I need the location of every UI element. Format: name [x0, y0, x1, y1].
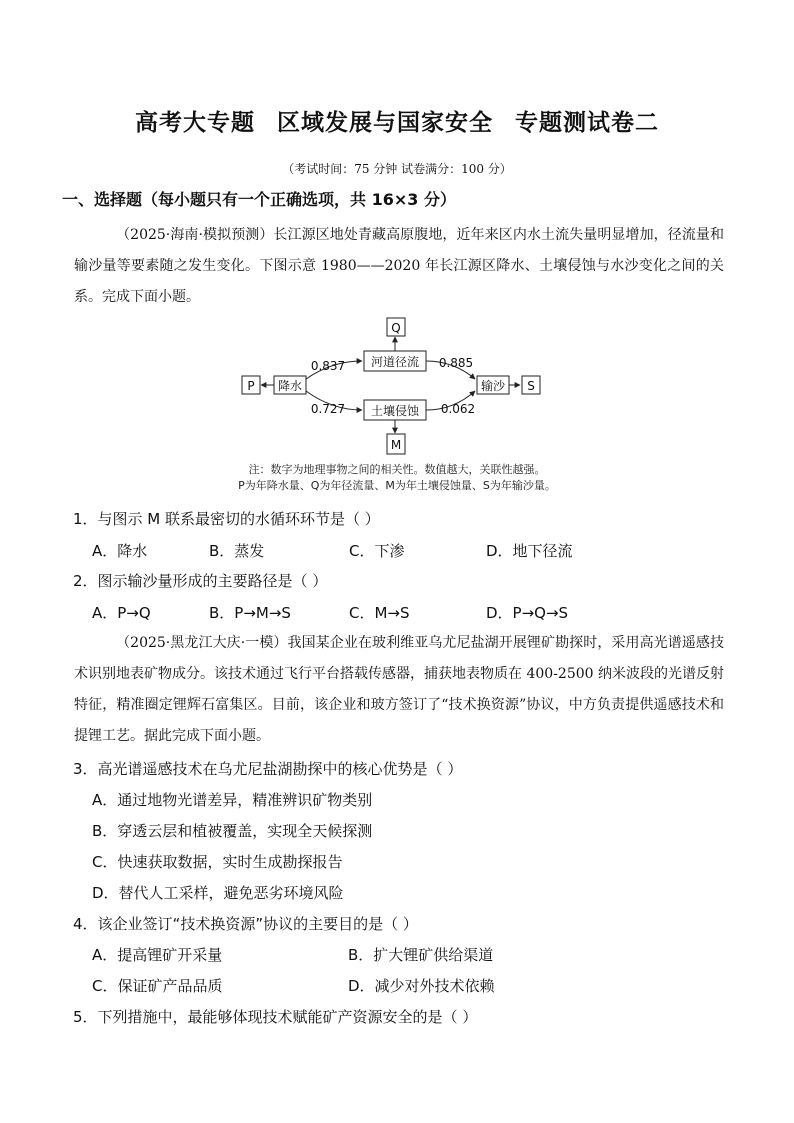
q4-option-b[interactable]: B．扩大锂矿供给渠道 — [348, 946, 494, 964]
node-sediment: 输沙 — [480, 379, 506, 393]
node-rain: 降水 — [277, 379, 303, 393]
q1-option-d[interactable]: D．地下径流 — [486, 542, 573, 560]
q2-option-b[interactable]: B．P→M→S — [209, 604, 291, 622]
question-5: 5．下列措施中，最能够体现技术赋能矿产资源安全的是（ ） — [73, 1008, 478, 1026]
q2-option-c[interactable]: C．M→S — [349, 604, 410, 622]
node-erosion: 土壤侵蚀 — [370, 404, 420, 418]
title-part2: 区域发展与国家安全 — [277, 110, 493, 136]
q1-option-b[interactable]: B．蒸发 — [209, 542, 265, 560]
q2-option-d[interactable]: D．P→Q→S — [486, 604, 569, 622]
node-runoff: 河道径流 — [370, 355, 420, 369]
node-s: S — [527, 379, 535, 393]
q3-option-a[interactable]: A．通过地物光谱差异，精准辨识矿物类别 — [92, 791, 373, 809]
q4-option-a[interactable]: A．提高锂矿开采量 — [92, 946, 223, 964]
passage-2-text: （2025·黑龙江大庆·一模）我国某企业在玻利维亚乌尤尼盐湖开展锂矿勘探时，采用高光谱遥感技术识别地表矿物成分。该技术通过飞行平台搭载传感器，捕获地表物质在 400-2500 纳米波段的光谱反射特征，精准圈定锂辉石富集区。目前，该企业和玻方签订了“技术换资源”协议，中方负责提供遥感技术和提锂工艺。据此完成下面小题。 — [74, 635, 724, 744]
q3-option-d[interactable]: D．替代人工采样，避免恶劣环境风险 — [92, 884, 344, 902]
section-heading: 一、选择题（每小题只有一个正确选项，共 16×3 分） — [62, 190, 456, 209]
edge-runoff-sediment: 0.885 — [438, 356, 474, 370]
title-part1: 高考大专题 — [135, 110, 255, 136]
diagram-note-1: 注：数字为地理事物之间的相关性。数值越大，关联性越强。 — [248, 463, 546, 476]
exam-info: （考试时间：75 分钟 试卷满分：100 分） — [282, 162, 512, 176]
question-1: 1．与图示 M 联系最密切的水循环环节是（ ） — [73, 510, 380, 528]
question-3: 3．高光谱遥感技术在乌尤尼盐湖勘探中的核心优势是（ ） — [73, 760, 463, 778]
passage-1 — [74, 220, 724, 313]
q4-option-d[interactable]: D．减少对外技术依赖 — [348, 977, 495, 995]
q3-option-c[interactable]: C．快速获取数据，实时生成勘探报告 — [92, 853, 343, 871]
edge-rain-erosion: 0.727 — [310, 402, 346, 416]
node-p: P — [247, 379, 255, 393]
node-m: M — [390, 438, 402, 452]
q1-option-c[interactable]: C．下渗 — [349, 542, 405, 560]
node-q: Q — [391, 321, 401, 335]
passage-2 — [74, 628, 724, 752]
edge-rain-runoff: 0.837 — [310, 359, 346, 373]
passage-1-text: （2025·海南·模拟预测）长江源区地处青藏高原腹地，近年来区内水土流失量明显增加，径流量和输沙量等要素随之发生变化。下图示意 1980——2020 年长江源区降水、土壤侵蚀与水沙变化之间的关系。完成下面小题。 — [74, 227, 724, 305]
q4-option-c[interactable]: C．保证矿产品品质 — [92, 977, 223, 995]
title-part3: 专题测试卷二 — [515, 110, 659, 136]
q3-option-b[interactable]: B．穿透云层和植被覆盖，实现全天候探测 — [92, 822, 373, 840]
relationship-diagram — [240, 315, 556, 461]
diagram-note-2: P为年降水量、Q为年径流量、M为年土壤侵蚀量、S为年输沙量。 — [238, 479, 556, 492]
q2-option-a[interactable]: A．P→Q — [92, 604, 151, 622]
question-4: 4．该企业签订“技术换资源”协议的主要目的是（ ） — [73, 915, 418, 933]
edge-erosion-sediment: 0.062 — [440, 402, 476, 416]
q1-option-a[interactable]: A．降水 — [92, 542, 148, 560]
question-2: 2．图示输沙量形成的主要路径是（ ） — [73, 572, 328, 590]
page-title — [0, 104, 794, 137]
